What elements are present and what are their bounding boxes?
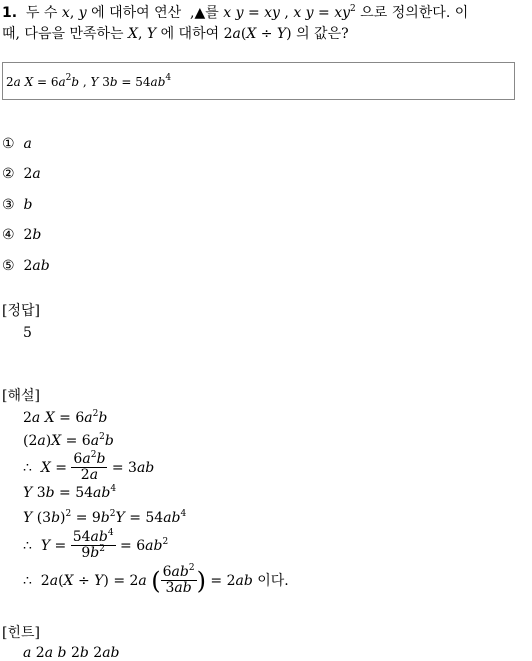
solution-step-6: ∴ Y = $\frac{54ab^4}{9b^2}$ = $6ab^2$ (23, 528, 169, 562)
fraction: $\frac{6a^2b}{2a}$ (73, 450, 106, 484)
hint-label: [힌트] (2, 625, 40, 641)
question-line-2: 때, 다음을 만족하는 X, Y 에 대하여 2a(X ÷ Y) 의 값은? (2, 26, 349, 42)
solution-step-2: $(2a)X = 6a^2b$ (23, 432, 114, 449)
condition-text: 2a $X = 6a^2b$ , Y $3b = 54ab^4$ (6, 73, 172, 89)
solution-step-7: ∴ 2a(X ÷ Y) = 2a ( $\frac{6ab^2}{3ab}$ ) = 2ab 이다. (23, 563, 289, 597)
solution-step-1: 2a $X = 6a^2b$ (23, 409, 108, 426)
question-number: 1. (2, 5, 18, 21)
choice-1[interactable]: ① a (2, 136, 32, 152)
choice-marker: ① (2, 136, 15, 152)
question-line-1: 1. 두 수 x, y 에 대하여 연산 ,▲를 x y = xy , x $y = xy^2$ 으로 정의한다. 이 (2, 4, 469, 21)
choice-marker: ② (2, 166, 15, 182)
choice-3[interactable]: ③ b (2, 197, 33, 213)
hint-text: a 2a b 2b 2ab (23, 645, 120, 661)
choice-marker: ⑤ (2, 258, 15, 274)
choice-2[interactable]: ② 2a (2, 166, 41, 182)
answer-value: 5 (23, 325, 32, 341)
solution-step-3: ∴ X = $\frac{6a^2b}{2a}$ = 3ab (23, 450, 155, 484)
fraction: $\frac{6ab^2}{3ab}$ (162, 563, 195, 597)
solution-step-5: Y $(3b)^2 = 9b^2Y = 54ab^4$ (23, 509, 187, 526)
answer-label: [정답] (2, 303, 40, 319)
choice-5[interactable]: ⑤ 2ab (2, 258, 50, 274)
choice-4[interactable]: ④ 2b (2, 227, 42, 243)
solution-label: [해설] (2, 388, 40, 404)
solution-step-4: Y $3b = 54ab^4$ (23, 484, 117, 501)
choice-marker: ④ (2, 227, 15, 243)
choice-marker: ③ (2, 197, 15, 213)
fraction: $\frac{54ab^4}{9b^2}$ (72, 528, 114, 562)
